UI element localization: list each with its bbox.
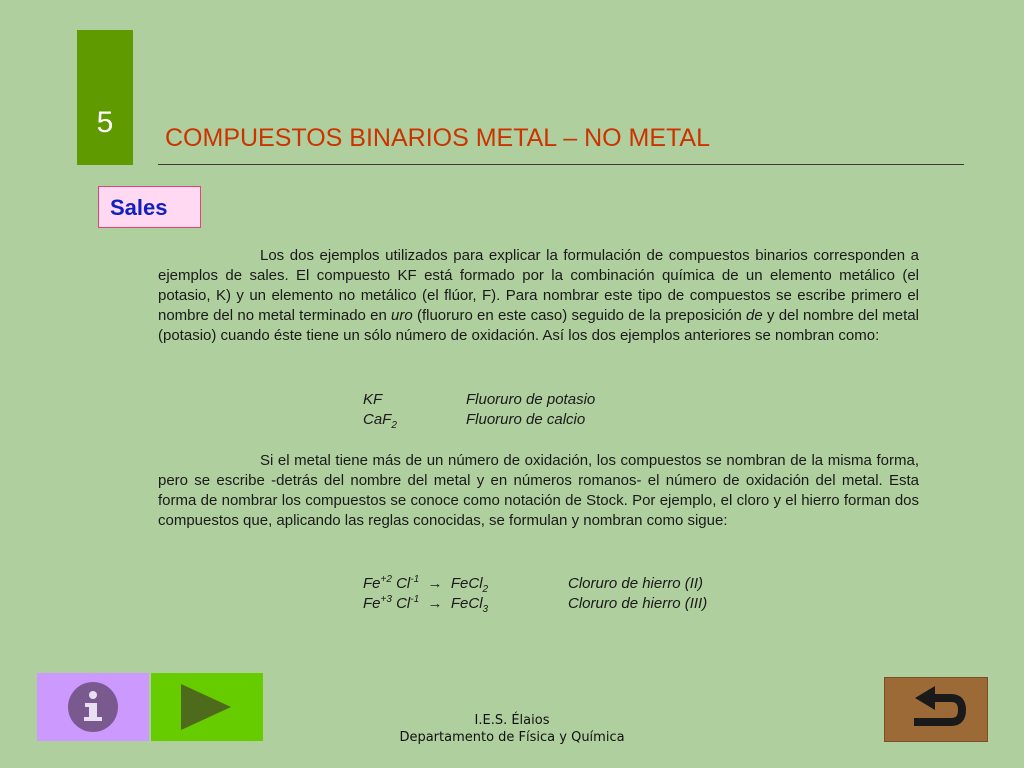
product-subscript: 2: [482, 584, 489, 595]
return-arrow-icon: [885, 678, 987, 741]
product-formula: FeCl: [450, 575, 483, 592]
paragraph-intro-text-c: (fluoruro en este caso) seguido de la preposición: [412, 307, 747, 324]
paragraph-intro-text-a: Los dos ejemplos utilizados para explicar la formulación de compuestos binarios corresponden a ejemplos de sales. El compuesto KF está formado por la combinación química de un elemento metálico (el potasio, K) y un elemento no metálico (el flúor, F). Para nombrar este tipo de compuestos se escribe primero el nombre del no metal terminado en: [158, 247, 919, 324]
title-divider: [158, 164, 964, 165]
reaction-row: [363, 574, 488, 594]
paragraph-intro-text-e: y del nombre del metal (potasio) cuando éste tiene un sólo número de oxidación. Así los dos ejemplos anteriores se nombran como:: [158, 307, 919, 344]
footer-school: I.E.S. Élaios: [474, 713, 550, 728]
return-button[interactable]: [884, 677, 988, 742]
iron-oxidation: +2: [380, 574, 392, 585]
example-formula: [363, 410, 397, 430]
example-name: Fluoruro de calcio: [466, 411, 586, 428]
footer-department: Departamento de Física y Química: [399, 730, 625, 745]
product-formula: FeCl: [450, 595, 483, 612]
chlorine-symbol: Cl: [396, 575, 411, 592]
slide-number-box: [77, 30, 133, 165]
chlorine-oxidation: -1: [410, 594, 420, 605]
paragraph-stock: Si el metal tiene más de un número de oxidación, los compuestos se nombran de la misma forma, pero se escribe -detrás del nombre del metal y en números romanos- el número de oxidación del metal. Esta forma de nombrar los compuestos se conoce como notación de Stock. Por ejemplo, el cloro y el hierro forman dos compuestos que, aplicando las reglas conocidas, se formulan y nombran como sigue:: [158, 452, 919, 529]
arrow-right-icon: →: [427, 595, 443, 612]
iron-symbol: Fe: [363, 595, 381, 612]
formula-subscript: 2: [391, 420, 397, 431]
iron-symbol: Fe: [363, 575, 381, 592]
chlorine-oxidation: -1: [410, 574, 420, 585]
reaction-row: [363, 594, 488, 614]
reaction-name: Cloruro de hierro (II): [568, 575, 704, 592]
example-formula: KF: [363, 391, 383, 408]
info-icon: [37, 673, 149, 741]
arrow-right-icon: →: [427, 575, 443, 592]
reaction-name: Cloruro de hierro (III): [568, 595, 708, 612]
example-name: Fluoruro de potasio: [466, 391, 596, 408]
slide-number: 5: [96, 106, 114, 139]
section-label-box: [98, 186, 201, 228]
paragraph-intro-de: de: [746, 307, 763, 324]
section-label: Sales: [110, 195, 168, 220]
next-button[interactable]: [151, 673, 263, 741]
page-title: COMPUESTOS BINARIOS METAL – NO METAL: [165, 124, 711, 152]
paragraph-intro-uro: uro: [391, 307, 413, 324]
formula-base: CaF: [363, 411, 392, 428]
paragraph-intro: [158, 246, 919, 346]
iron-oxidation: +3: [380, 594, 392, 605]
info-button[interactable]: [37, 673, 149, 741]
play-icon: [151, 673, 263, 741]
product-subscript: 3: [482, 604, 489, 615]
chlorine-symbol: Cl: [396, 595, 411, 612]
